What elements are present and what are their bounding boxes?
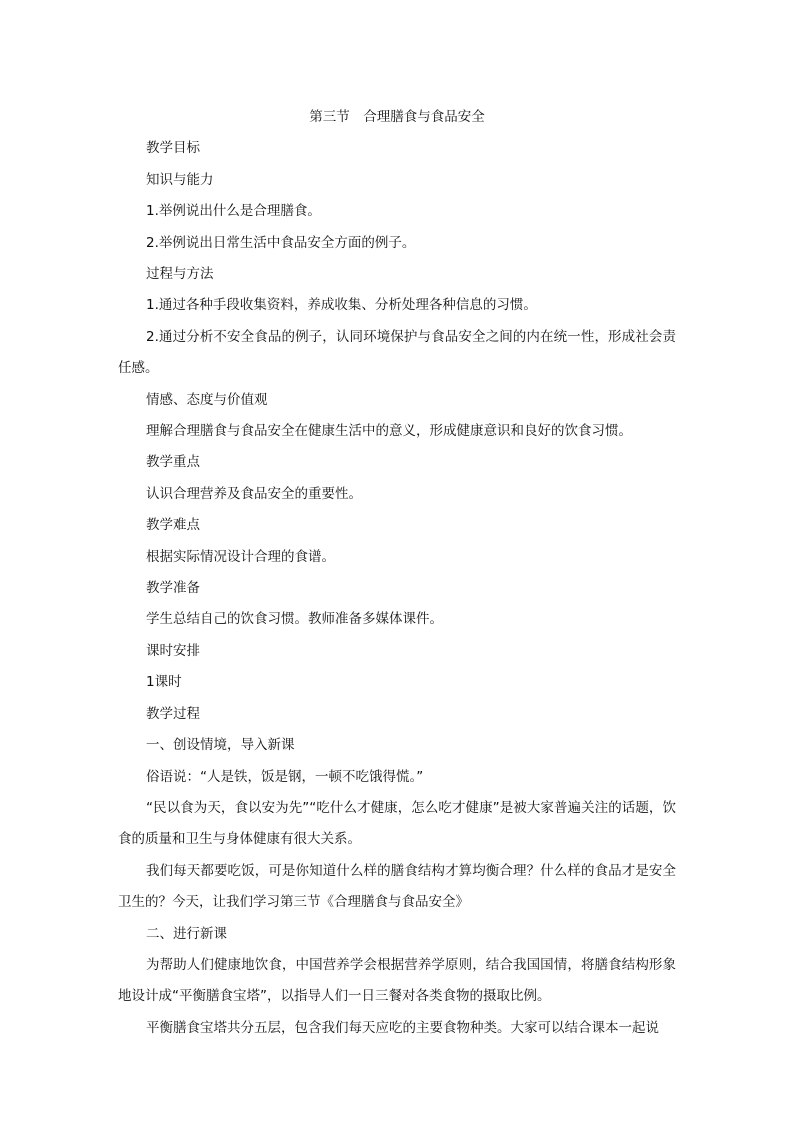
- section-heading-process: 教学过程: [146, 705, 200, 722]
- paragraph: 我们每天都要吃饭，可是你知道什么样的膳食结构才算均衡合理？什么样的食品才是安全卫生的？今天，让我们学习第三节《合理膳食与食品安全》: [118, 862, 676, 911]
- paragraph: 为帮助人们健康地饮食，中国营养学会根据营养学原则，结合我国国情，将膳食结构形象地设计成“平衡膳食宝塔”，以指导人们一日三餐对各类食物的摄取比例。: [118, 956, 676, 1005]
- paragraph: 1课时: [146, 674, 182, 691]
- subheading-emotion-attitude: 情感、态度与价值观: [146, 391, 268, 408]
- paragraph: 平衡膳食宝塔共分五层，包含我们每天应吃的主要食物种类。大家可以结合课本一起说: [146, 1019, 659, 1036]
- paragraph: 俗语说：“人是铁，饭是钢，一顿不吃饿得慌。”: [146, 768, 424, 785]
- paragraph: 2.举例说出日常生活中食品安全方面的例子。: [146, 234, 416, 251]
- section-heading-schedule: 课时安排: [146, 642, 200, 659]
- subheading-process-method: 过程与方法: [146, 266, 214, 283]
- paragraph: 1.通过各种手段收集资料，养成收集、分析处理各种信息的习惯。: [146, 297, 537, 314]
- section-heading-preparation: 教学准备: [146, 580, 200, 597]
- section-heading-difficulties: 教学难点: [146, 517, 200, 534]
- document-body: [118, 102, 676, 1044]
- paragraph: 学生总结自己的饮食习惯。教师准备多媒体课件。: [146, 611, 443, 628]
- paragraph: 1.举例说出什么是合理膳食。: [146, 203, 321, 220]
- paragraph: 认识合理营养及食品安全的重要性。: [146, 485, 362, 502]
- paragraph: 根据实际情况设计合理的食谱。: [146, 548, 335, 565]
- step-heading-new-lesson: 二、进行新课: [146, 925, 227, 942]
- section-heading-objectives: 教学目标: [146, 140, 200, 157]
- subheading-knowledge-ability: 知识与能力: [146, 171, 214, 188]
- paragraph: 2.通过分析不安全食品的例子，认同环境保护与食品安全之间的内在统一性，形成社会责任感。: [118, 328, 676, 377]
- paragraph: 理解合理膳食与食品安全在健康生活中的意义，形成健康意识和良好的饮食习惯。: [146, 423, 632, 440]
- paragraph: “民以食为天，食以安为先”“吃什么才健康，怎么吃才健康”是被大家普遍关注的话题，饮食的质量和卫生与身体健康有很大关系。: [118, 799, 676, 848]
- page-title: 第三节 合理膳食与食品安全: [309, 109, 485, 125]
- section-heading-key-points: 教学重点: [146, 454, 200, 471]
- step-heading-introduction: 一、创设情境，导入新课: [146, 737, 295, 754]
